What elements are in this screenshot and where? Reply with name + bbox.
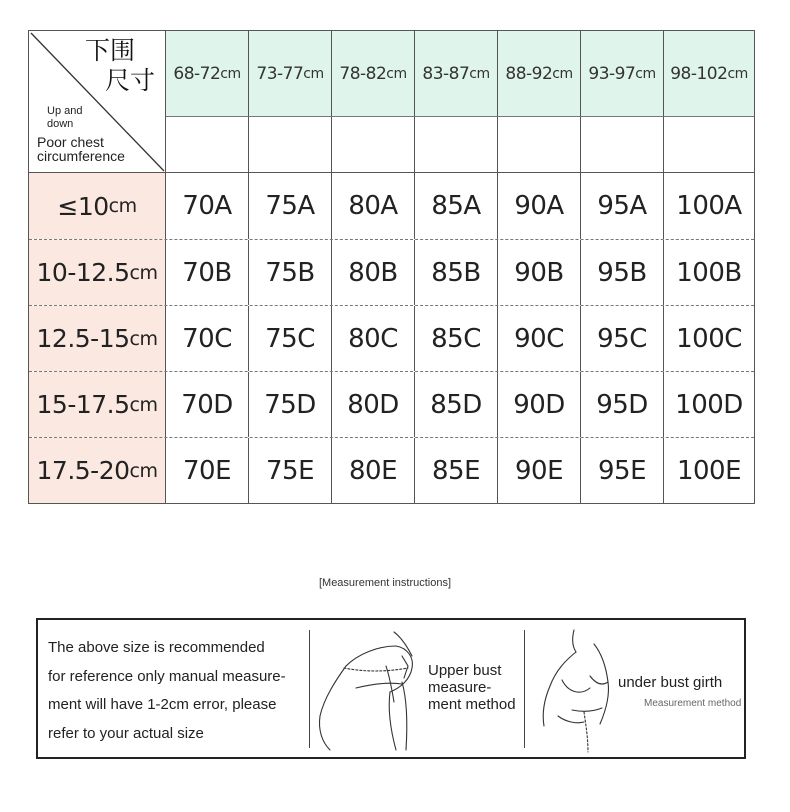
size-cell: 85E [415, 438, 498, 503]
column-header: 73-77 cm [249, 31, 332, 117]
instructions-note: The above size is recommended for reference only manual measure- ment will have 1-2cm error, please refer to your actual size [48, 639, 286, 742]
size-cell: 80E [332, 438, 415, 503]
size-cell: 85B [415, 240, 498, 305]
blank-header-cell [581, 117, 664, 173]
size-cell: 95C [581, 306, 664, 371]
under-bust-method-label: Measurement method [644, 698, 742, 709]
blank-header-cell [664, 117, 754, 173]
under-bust-label: under bust girth [618, 674, 723, 691]
size-cell: 80B [332, 240, 415, 305]
size-cell: 70A [166, 173, 249, 239]
size-cell: 95E [581, 438, 664, 503]
size-cell: 75C [249, 306, 332, 371]
size-cell: 75A [249, 173, 332, 239]
size-cell: 100A [676, 191, 742, 221]
row-header: 17.5-20 cm [29, 438, 166, 503]
corner-label-poor-chest: Poor chest circumference [37, 134, 125, 164]
size-cell: 80C [332, 306, 415, 371]
row-header: ≤10 cm [29, 173, 166, 239]
size-cell: 85C [415, 306, 498, 371]
size-cell: 90C [498, 306, 581, 371]
size-cell: 100B [676, 257, 742, 288]
size-cell: 100D [675, 389, 743, 420]
size-chart-table [28, 30, 755, 504]
instructions-box [36, 618, 746, 759]
blank-header-cell [498, 117, 581, 173]
corner-label-updown: Up and down [47, 105, 83, 130]
size-cell: 85D [415, 372, 498, 437]
size-cell: 70C [166, 306, 249, 371]
section-divider [309, 630, 310, 748]
under-bust-figure-icon [532, 626, 632, 754]
size-cell: 100C [676, 323, 742, 354]
size-cell: 80D [332, 372, 415, 437]
column-header: 88-92 cm [498, 31, 581, 117]
size-cell: 80A [332, 173, 415, 239]
blank-header-cell [332, 117, 415, 173]
size-cell: 75B [249, 240, 332, 305]
size-cell: 70E [166, 438, 249, 503]
column-header: 78-82 cm [332, 31, 415, 117]
size-cell: 95B [581, 240, 664, 305]
column-header: 98-102 cm [664, 31, 754, 117]
blank-header-cell [166, 117, 249, 173]
column-header: 68-72 cm [166, 31, 249, 117]
size-cell: 75E [249, 438, 332, 503]
size-cell: 90D [498, 372, 581, 437]
size-cell: 100E [676, 455, 742, 486]
row-header: 15-17.5 cm [29, 372, 166, 437]
blank-header-cell [249, 117, 332, 173]
size-cell: 90E [498, 438, 581, 503]
column-header: 93-97 cm [581, 31, 664, 117]
blank-header-cell [415, 117, 498, 173]
size-cell: 90A [498, 173, 581, 239]
size-cell: 70D [166, 372, 249, 437]
upper-bust-label: Upper bust measure- ment method [428, 662, 516, 713]
size-cell: 95A [581, 173, 664, 239]
instructions-title: [Measurement instructions] [318, 577, 452, 589]
size-cell: 70B [166, 240, 249, 305]
section-divider [524, 630, 525, 748]
row-header: 12.5-15 cm [29, 306, 166, 371]
column-header: 83-87 cm [415, 31, 498, 117]
size-cell: 85A [415, 173, 498, 239]
corner-header-cell [29, 31, 166, 173]
corner-label-under-girth: 下围 [84, 36, 135, 65]
size-cell: 90B [498, 240, 581, 305]
size-cell: 75D [249, 372, 332, 437]
corner-label-size: 尺寸 [104, 66, 155, 95]
size-cell: 95D [581, 372, 664, 437]
upper-bust-figure-icon [316, 626, 426, 754]
row-header: 10-12.5 cm [29, 240, 166, 305]
